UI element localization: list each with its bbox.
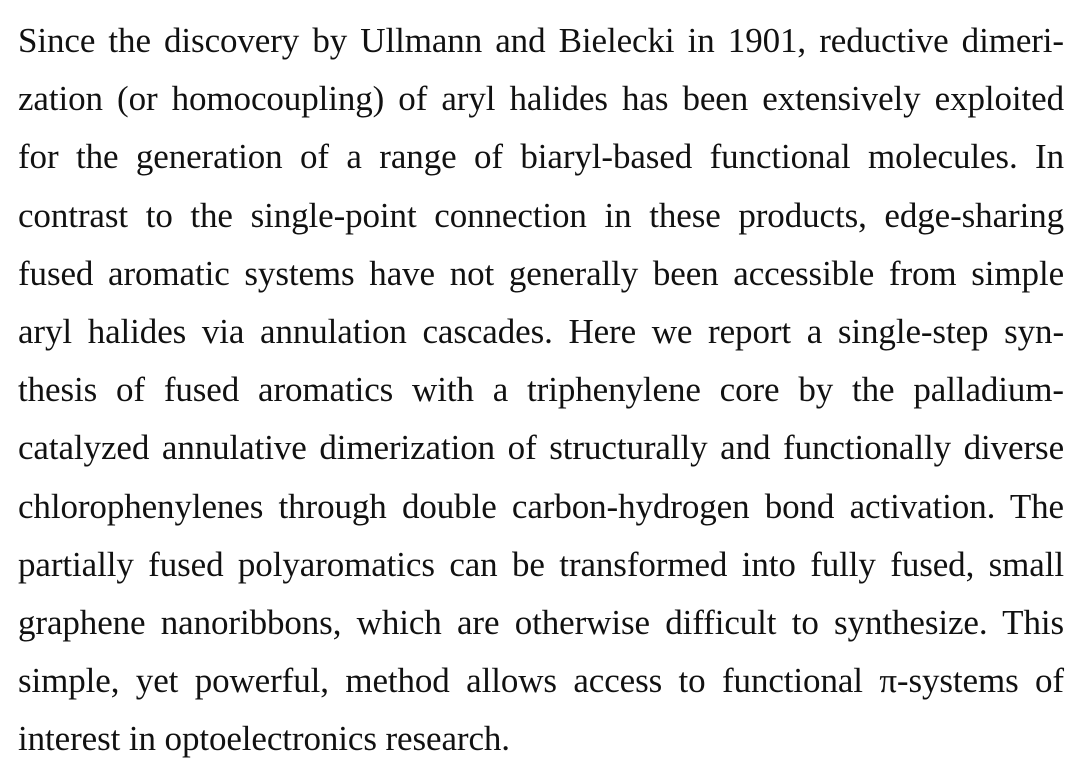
- abstract-line-5: fused aromatic systems have not generally been accessible from simple: [18, 253, 1064, 293]
- abstract-line-3: for the generation of a range of biaryl-based functional molecules. In: [18, 137, 1064, 177]
- abstract-line-4: contrast to the single-point connection in these products, edge-sharing: [18, 195, 1064, 235]
- abstract-line-9: chlorophenylenes through double carbon-hydrogen bond activation. The: [18, 486, 1064, 526]
- abstract-line-13: interest in optoelectronics research.: [18, 719, 510, 759]
- abstract-line-2: zation (or homocoupling) of aryl halides has been extensively exploited: [18, 79, 1064, 119]
- abstract-line-6: aryl halides via annulation cascades. Here we report a single-step syn-: [18, 312, 1064, 352]
- abstract-line-11: graphene nanoribbons, which are otherwise difficult to synthesize. This: [18, 603, 1064, 643]
- abstract-paragraph: [18, 12, 1064, 769]
- abstract-line-8: catalyzed annulative dimerization of structurally and functionally diverse: [18, 428, 1064, 468]
- abstract-line-12: simple, yet powerful, method allows access to functional π-systems of: [18, 661, 1064, 701]
- abstract-line-7: thesis of fused aromatics with a triphenylene core by the palladium-: [18, 370, 1064, 410]
- abstract-line-10: partially fused polyaromatics can be transformed into fully fused, small: [18, 544, 1064, 584]
- abstract-line-1: Since the discovery by Ullmann and Bielecki in 1901, reductive dimeri-: [18, 21, 1064, 60]
